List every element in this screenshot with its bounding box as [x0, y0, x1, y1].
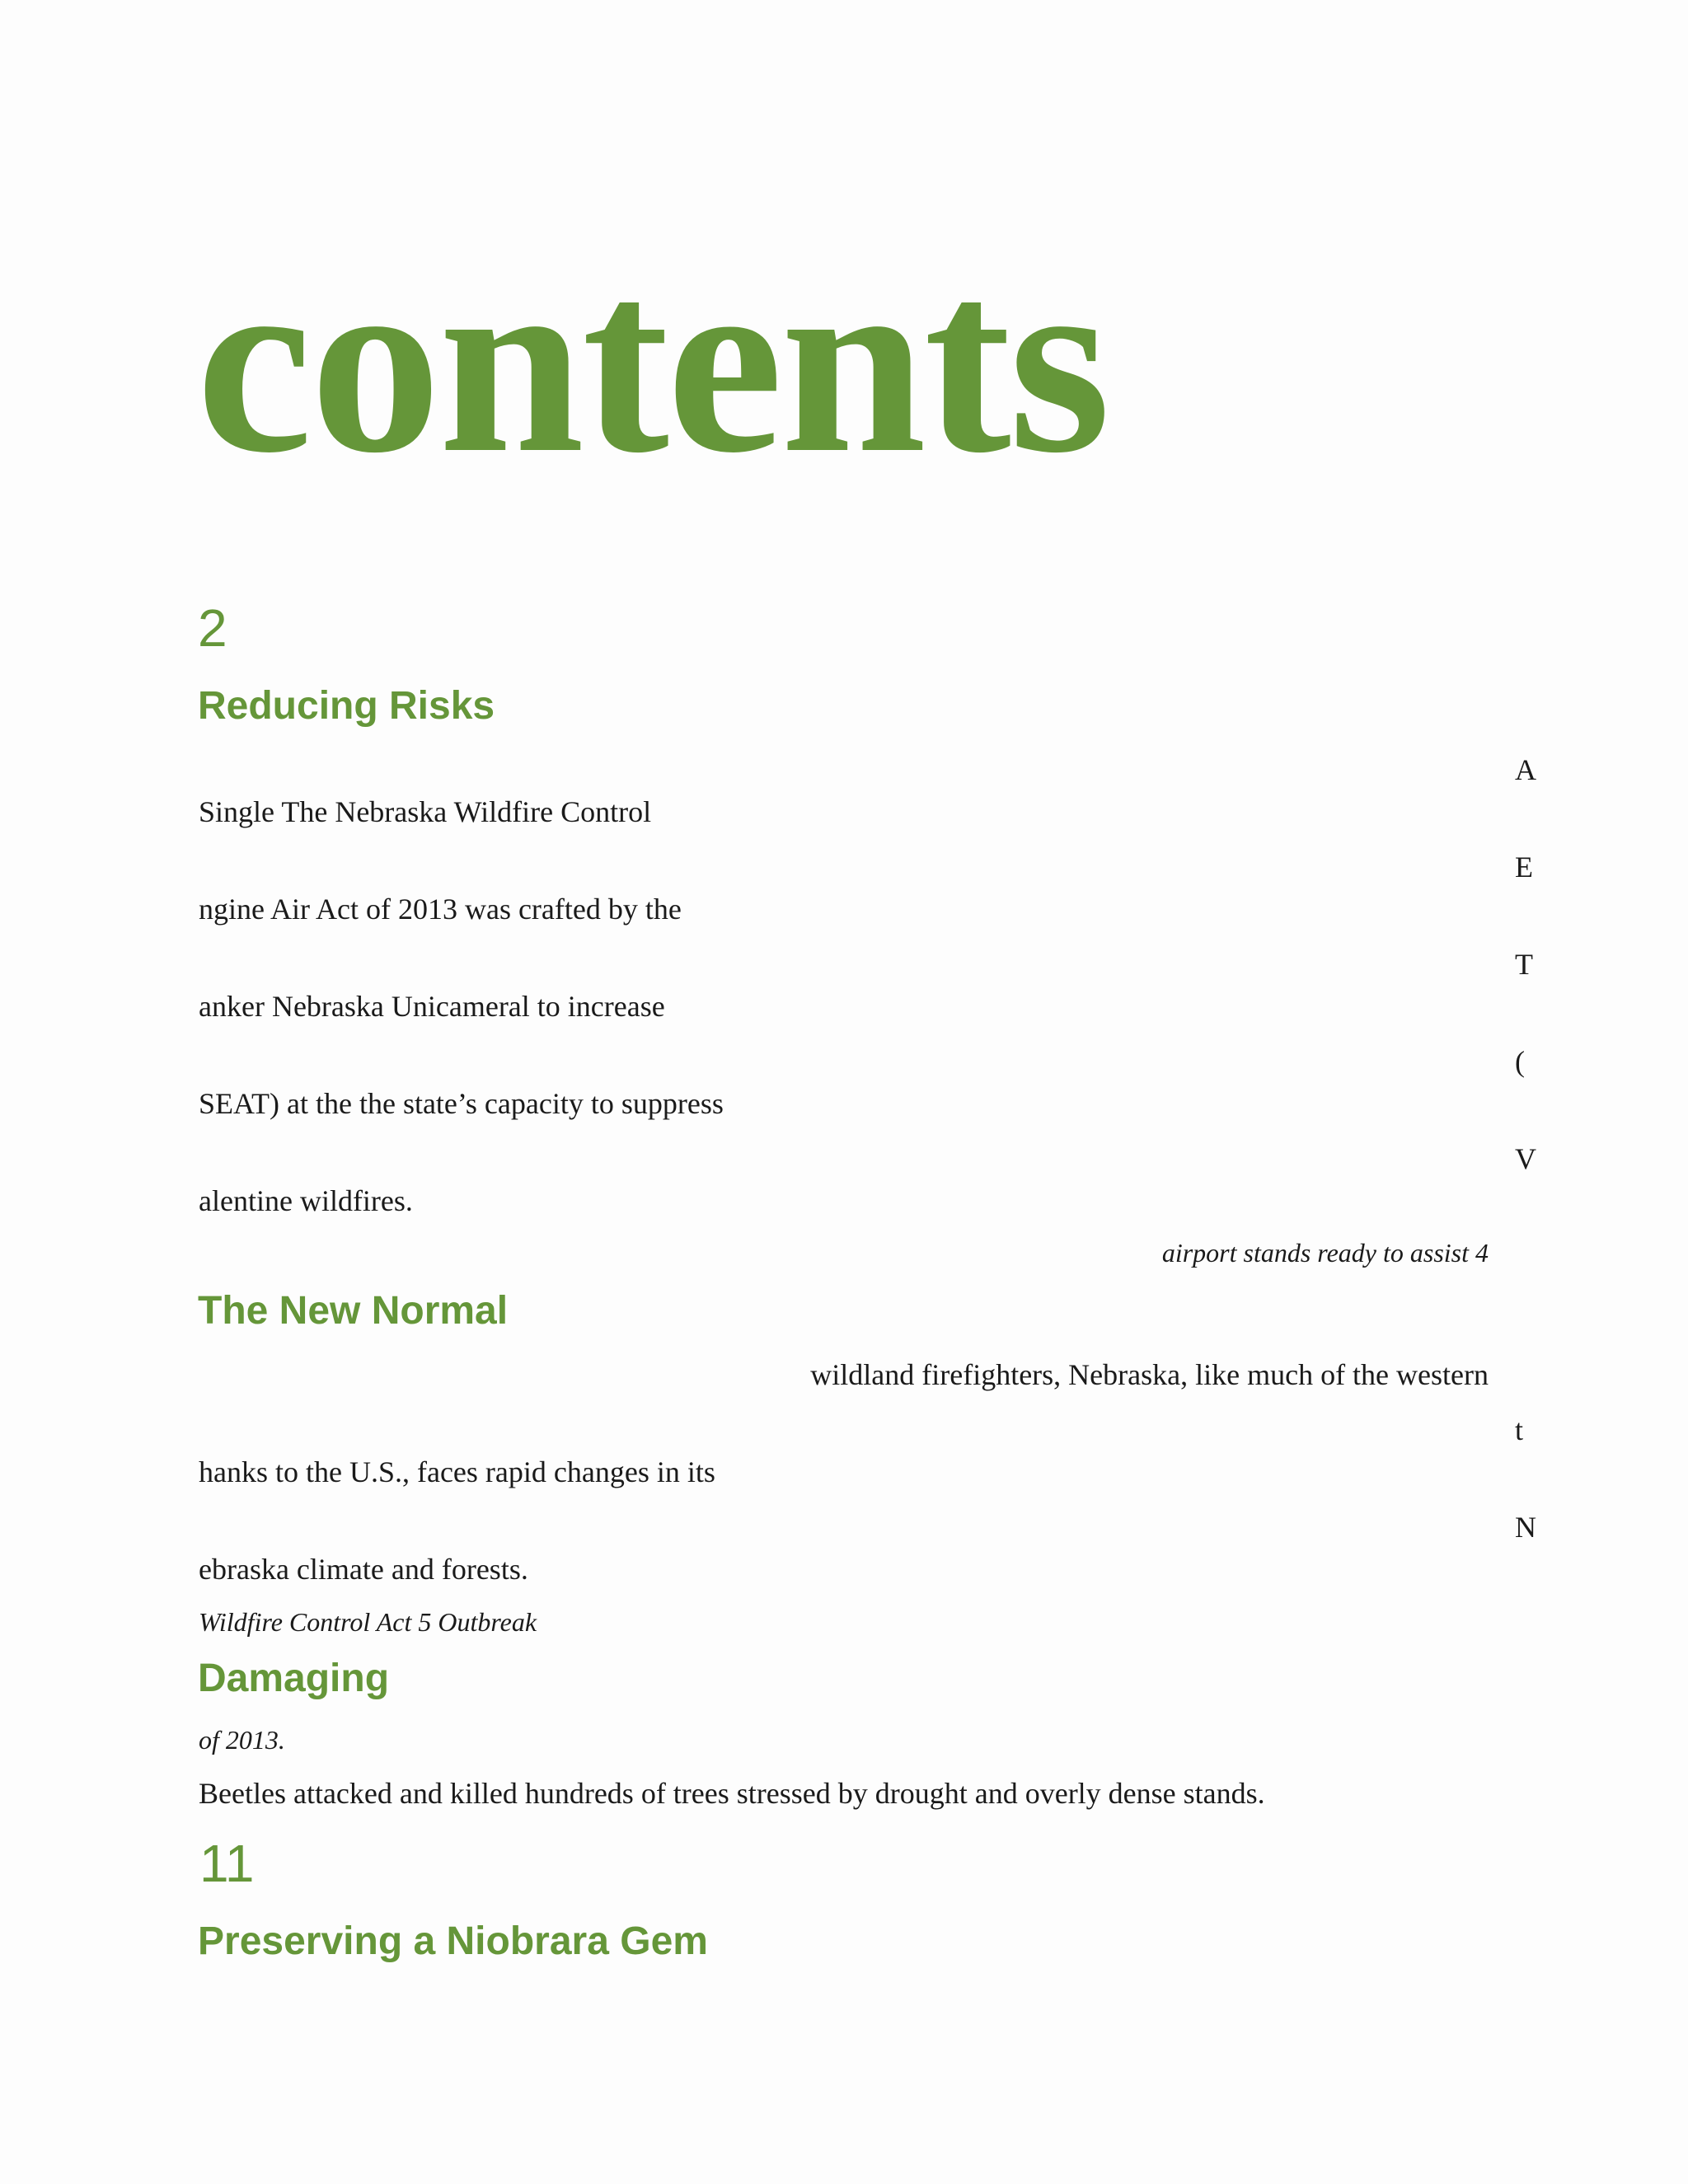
body-line: SEAT) at the the state’s capacity to suppress: [199, 1087, 724, 1120]
body-line: Single The Nebraska Wildfire Control: [199, 795, 652, 828]
caption: of 2013.: [199, 1725, 285, 1755]
section-heading-preserving-a-niobrara-gem[interactable]: Preserving a Niobrara Gem: [198, 1919, 708, 1963]
page-title: contents: [196, 217, 1109, 507]
caption: airport stands ready to assist 4: [1161, 1238, 1489, 1268]
margin-letter: V: [1515, 1142, 1536, 1175]
body-line: ngine Air Act of 2013 was crafted by the: [199, 893, 682, 926]
margin-letter: E: [1515, 851, 1533, 883]
body-line: Beetles attacked and killed hundreds of trees stressed by drought and overly dense stands.: [199, 1777, 1265, 1810]
margin-letter: N: [1515, 1511, 1536, 1544]
body-line: wildland firefighters, Nebraska, like much of the western: [810, 1358, 1489, 1391]
margin-letter: T: [1515, 948, 1533, 981]
margin-letter: (: [1515, 1045, 1525, 1078]
section-heading-reducing-risks[interactable]: Reducing Risks: [198, 684, 495, 728]
section-heading-damaging[interactable]: Damaging: [198, 1657, 390, 1700]
body-line: anker Nebraska Unicameral to increase: [199, 990, 665, 1023]
margin-letter: A: [1515, 753, 1536, 786]
page-number: 11: [199, 1834, 255, 1893]
body-line: alentine wildfires.: [199, 1184, 413, 1217]
page-number: 2: [198, 598, 227, 658]
body-line: ebraska climate and forests.: [199, 1553, 528, 1586]
margin-letter: t: [1515, 1413, 1524, 1446]
section-heading-the-new-normal[interactable]: The New Normal: [198, 1289, 509, 1333]
body-line: hanks to the U.S., faces rapid changes in its: [199, 1455, 715, 1488]
caption: Wildfire Control Act 5 Outbreak: [199, 1607, 537, 1637]
